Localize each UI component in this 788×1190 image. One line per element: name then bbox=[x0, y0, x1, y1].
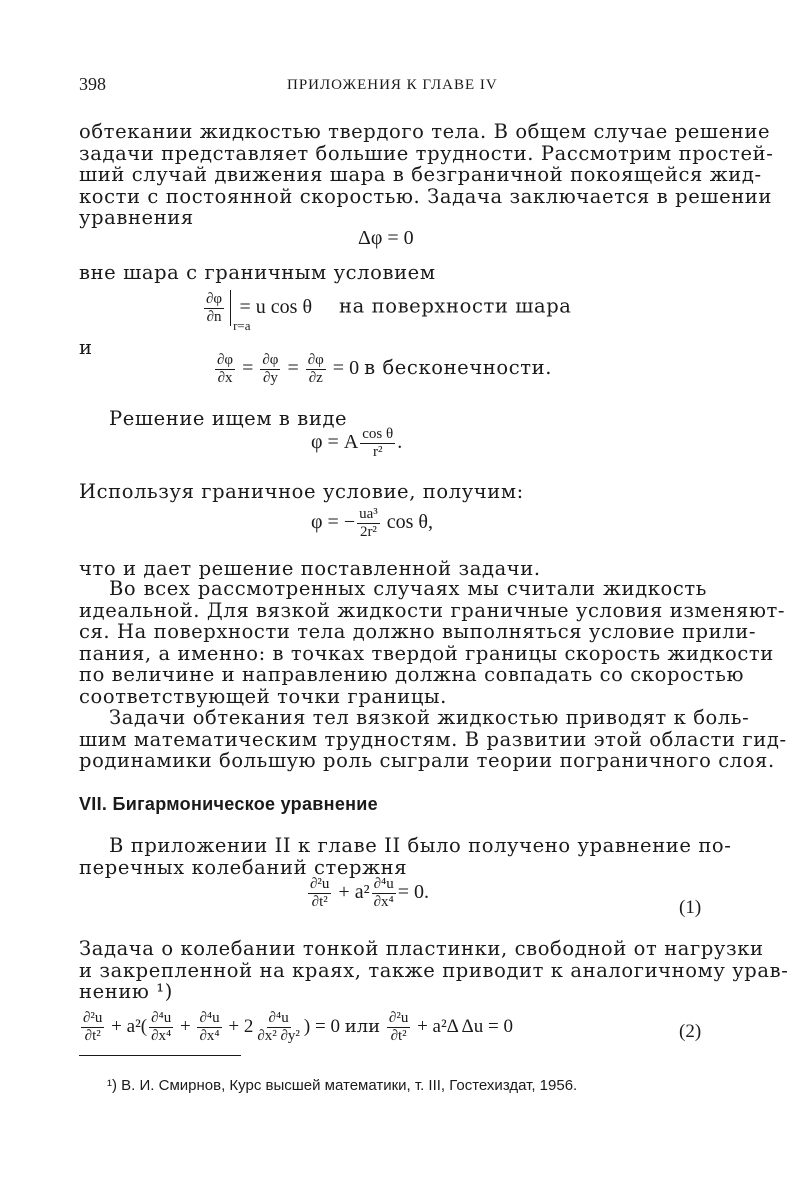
numerator: ua³ bbox=[359, 506, 378, 522]
fraction bbox=[387, 1010, 410, 1045]
tail: + a²Δ Δu = 0 bbox=[417, 1015, 513, 1037]
op: ) = 0 bbox=[303, 1015, 340, 1037]
fraction bbox=[360, 426, 395, 461]
numerator: ∂²u bbox=[83, 1010, 103, 1026]
equation-result bbox=[311, 506, 433, 541]
tail: cos θ, bbox=[386, 511, 434, 534]
footnote-rule bbox=[79, 1055, 241, 1056]
denominator: ∂x⁴ bbox=[373, 894, 394, 910]
text-line: ший случай движения шара в безграничной покоящейся жид- bbox=[79, 163, 762, 186]
text-line: идеальной. Для вязкой жидкости граничные условия изменяют- bbox=[79, 598, 786, 622]
text-line: задачи представляет большие трудности. Рассмотрим простей- bbox=[79, 141, 774, 165]
lhs: φ = − bbox=[311, 511, 356, 534]
text-line: обтекании жидкостью твердого тела. В общем случае решение bbox=[79, 120, 771, 143]
denominator: ∂z bbox=[308, 370, 323, 386]
text-line: перечных колебаний стержня bbox=[79, 855, 408, 879]
denominator: r² bbox=[372, 444, 383, 460]
text-line: Задачи обтекания тел вязкой жидкостью приводят к боль- bbox=[109, 706, 750, 729]
footnote: ¹) В. И. Смирнов, Курс высшей математики, т. III, Гостехиздат, 1956. bbox=[107, 1077, 578, 1094]
text-line: Используя граничное условие, получим: bbox=[79, 480, 524, 503]
numerator: ∂²u bbox=[310, 876, 330, 892]
denominator: ∂y bbox=[262, 370, 278, 386]
text-line: родинамики большую роль сыграли теории пограничного слоя. bbox=[79, 749, 775, 772]
numerator: cos θ bbox=[362, 426, 394, 442]
paragraph-2 bbox=[79, 577, 786, 708]
text-line: вне шара с граничным условием bbox=[79, 261, 436, 284]
text-line: по величине и направлению должна совпадать со скоростью bbox=[79, 663, 745, 686]
mid: + a² bbox=[338, 881, 370, 904]
fraction bbox=[372, 876, 396, 911]
equation-number: (2) bbox=[679, 1021, 702, 1042]
text: в бесконечности. bbox=[364, 356, 553, 380]
evaluation-bar bbox=[230, 290, 231, 326]
denominator: ∂t² bbox=[84, 1028, 101, 1044]
text-line: нению ¹) bbox=[79, 980, 173, 1003]
fraction bbox=[255, 1010, 302, 1045]
text-line: пания, а именно: в точках твердой границы скорость жидкости bbox=[79, 641, 774, 665]
paragraph-5 bbox=[79, 937, 788, 1003]
op: + 2 bbox=[228, 1015, 254, 1037]
paragraph-4 bbox=[79, 834, 732, 879]
fraction bbox=[204, 291, 224, 326]
denominator: ∂n bbox=[206, 308, 222, 325]
text-line: Задача о колебании тонкой пластинки, свободной от нагрузки bbox=[79, 937, 764, 960]
subscript: r=a bbox=[233, 317, 251, 333]
denominator: ∂x⁴ bbox=[199, 1028, 220, 1044]
text-line: ся. На поверхности тела должно выполняться условие прили- bbox=[79, 620, 757, 643]
op: + a²( bbox=[111, 1015, 148, 1037]
fraction bbox=[215, 352, 235, 387]
denominator: ∂x² ∂y² bbox=[257, 1028, 300, 1044]
fraction bbox=[306, 352, 326, 387]
page-number: 398 bbox=[79, 74, 106, 94]
text-line: уравнения bbox=[79, 206, 194, 229]
text-line: кости с постоянной скоростью. Задача заключается в решении bbox=[79, 184, 773, 208]
numerator: ∂φ bbox=[206, 290, 223, 307]
denominator: ∂x⁴ bbox=[151, 1028, 172, 1044]
fraction bbox=[197, 1010, 221, 1045]
numerator: ∂⁴u bbox=[199, 1010, 220, 1026]
equation-boundary bbox=[202, 290, 572, 333]
fraction bbox=[260, 352, 280, 387]
numerator: ∂²u bbox=[388, 1010, 409, 1026]
text-line: шим математическим трудностям. В развитии этой области гид- bbox=[79, 727, 787, 751]
equation-ansatz bbox=[311, 426, 402, 461]
running-title: ПРИЛОЖЕНИЯ К ГЛАВЕ IV bbox=[287, 77, 498, 93]
text-line: и закрепленной на краях, также приводит к аналогичному урав- bbox=[79, 958, 788, 982]
section-heading: VII. Бигармоническое уравнение bbox=[79, 794, 378, 814]
equation-1 bbox=[306, 876, 429, 911]
denominator: 2r² bbox=[359, 524, 377, 540]
paragraph-1 bbox=[79, 120, 774, 229]
equation-laplace: Δφ = 0 bbox=[358, 227, 414, 249]
fraction bbox=[149, 1010, 173, 1045]
equation-2 bbox=[79, 1010, 513, 1045]
text-line: соответствующей точки границы. bbox=[79, 684, 447, 708]
denominator: ∂x bbox=[217, 370, 233, 386]
tail: = 0. bbox=[397, 881, 430, 904]
lhs: φ = A bbox=[311, 431, 359, 454]
text-line: В приложении II к главе II было получено уравнение по- bbox=[109, 834, 732, 857]
numerator: ∂⁴u bbox=[268, 1010, 289, 1026]
denominator: ∂t² bbox=[311, 894, 328, 910]
denominator: ∂t² bbox=[390, 1028, 407, 1044]
conjunction: или bbox=[344, 1015, 381, 1037]
numerator: ∂φ bbox=[307, 352, 324, 368]
numerator: ∂φ bbox=[217, 352, 234, 368]
fraction bbox=[308, 876, 331, 911]
text-line: Решение ищем в виде bbox=[109, 407, 348, 430]
numerator: ∂⁴u bbox=[373, 876, 394, 892]
text: на поверхности шара bbox=[339, 294, 572, 318]
rhs: = u cos θ bbox=[239, 295, 313, 318]
paragraph-3 bbox=[79, 706, 787, 772]
tail: = 0 bbox=[332, 357, 360, 380]
tail: . bbox=[397, 431, 403, 454]
equation-number: (1) bbox=[679, 897, 702, 918]
fraction bbox=[81, 1010, 104, 1045]
equation-infinity: $\frac{\partial\varphi}{\partial x}$ = $\frac{\partial\varphi}{\partial y}$ = $\frac{\partial\varphi}{\partial z}$ = 0 в бесконечности. bbox=[217, 352, 553, 386]
fraction bbox=[357, 506, 380, 541]
text-line: что и дает решение поставленной задачи. bbox=[79, 557, 541, 580]
numerator: ∂φ bbox=[262, 352, 279, 368]
text-line: Во всех рассмотренных случаях мы считали жидкость bbox=[109, 577, 707, 600]
conjunction: и bbox=[79, 336, 92, 359]
numerator: ∂⁴u bbox=[151, 1010, 172, 1026]
op: + bbox=[180, 1015, 191, 1037]
